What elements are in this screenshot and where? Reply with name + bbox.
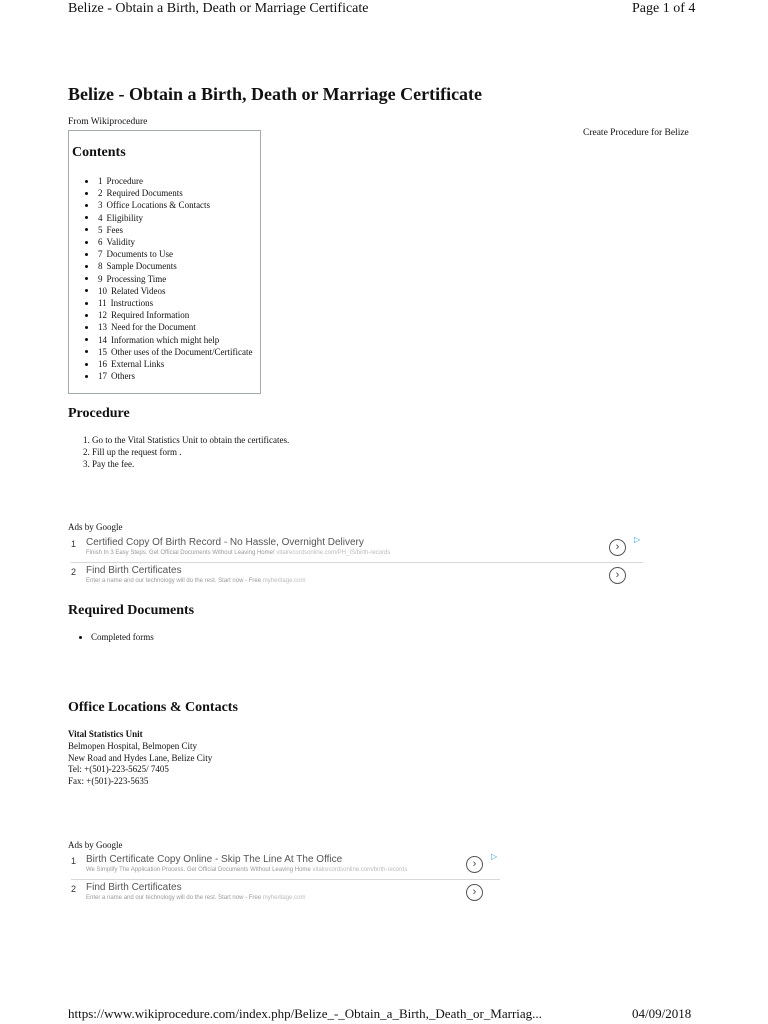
toc-item[interactable]: 17 Others [85,370,252,382]
procedure-step: 1. Go to the Vital Statistics Unit to obtain the certificates. [92,435,289,447]
office-address [68,729,212,788]
ad-divider [71,562,643,563]
toc-item-label[interactable]: Sample Documents [106,261,177,272]
toc-item-label[interactable]: External Links [111,359,165,370]
toc-item-label[interactable]: Processing Time [106,273,167,284]
chevron-right-circle-icon[interactable]: › [609,567,626,584]
office-line: Belmopen Hospital, Belmopen City [68,740,197,751]
toc-item-label[interactable]: Required Documents [106,188,183,199]
ad-description: Finish In 3 Easy Steps. Get Official Documents Without Leaving Home! vitalrecordsonline.com/PH_IS/birth-records [86,550,391,556]
chevron-right-circle-icon[interactable]: › [466,856,483,873]
toc-item[interactable]: 9 Processing Time [85,273,252,285]
procedure-step: 2. Fill up the request form . [92,447,289,459]
toc-item[interactable]: 16 External Links [85,358,252,370]
toc-item[interactable]: 13 Need for the Document [85,321,252,333]
toc-item[interactable]: 6 Validity [85,236,252,248]
ad-description: We Simplify The Application Process. Get Official Documents Without Leaving Home vitalrecordsonline.com/birth-records [86,867,408,873]
toc-item-label[interactable]: Procedure [106,176,143,186]
toc-item[interactable]: 4 Eligibility [85,212,252,224]
ad-item[interactable]: 2 Find Birth Certificates Enter a name and our technology will do the rest. Start now - Free myheritage.com › [71,565,641,587]
toc-item[interactable]: 12 Required Information [85,309,252,321]
toc-item-label[interactable]: Fees [106,224,123,235]
chevron-right-circle-icon[interactable]: › [609,539,626,556]
ads-label: Ads by Google [68,840,123,850]
office-phone: Tel: +(501)-223-5625/ 7405 [68,764,169,775]
toc-item-label[interactable]: Documents to Use [106,249,173,260]
ad-description: Enter a name and our technology will do the rest. Start now - Free myheritage.com [86,895,306,901]
procedure-step: 3. Pay the fee. [92,459,289,471]
toc-item-label[interactable]: Related Videos [111,285,166,296]
print-footer-date: 04/09/2018 [632,1006,692,1021]
toc-title: Contents [72,145,126,160]
toc-item[interactable]: 3 Office Locations & Contacts [85,199,252,211]
section-heading-required-documents: Required Documents [68,603,195,618]
ad-description: Enter a name and our technology will do the rest. Start now - Free myheritage.com [86,578,306,584]
toc-item-label[interactable]: Information which might help [111,334,220,345]
ad-divider [71,879,500,880]
ads-label: Ads by Google [68,522,123,532]
toc-item-label[interactable]: Eligibility [106,212,144,223]
print-footer-url: https://www.wikiprocedure.com/index.php/Belize_-_Obtain_a_Birth,_Death_or_Marriag... [68,1006,542,1021]
toc-item-label[interactable]: Others [111,371,135,382]
adchoices-icon[interactable]: ▷ [634,535,641,544]
ad-title[interactable]: Find Birth Certificates [86,565,182,576]
toc-item-label[interactable]: Required Information [111,310,190,321]
ad-item[interactable]: 2 Find Birth Certificates Enter a name and our technology will do the rest. Start now - Free myheritage.com › [71,882,499,904]
ad-item[interactable]: 1 Birth Certificate Copy Online - Skip The Line At The Office We Simplify The Application Process. Get Official Documents Without Leaving Home vitalrecordsonline.com/birth-records › [71,854,499,876]
table-of-contents [68,130,261,394]
toc-item[interactable]: 15 Other uses of the Document/Certificate [85,346,252,358]
office-fax: Fax: +(501)-223-5635 [68,776,149,787]
toc-item[interactable]: 8 Sample Documents [85,260,252,272]
toc-item[interactable]: 1 Procedure [85,175,252,187]
from-wikiprocedure: From Wikiprocedure [68,117,148,127]
toc-item-label[interactable]: Instructions [110,298,154,309]
procedure-steps [78,435,289,470]
ad-item[interactable]: 1 Certified Copy Of Birth Record - No Hassle, Overnight Delivery Finish In 3 Easy Steps. Get Official Documents Without Leaving Home! vitalrecordsonline.com/PH_IS/birth-records › [71,537,641,559]
ad-title[interactable]: Find Birth Certificates [86,882,182,893]
toc-item-label[interactable]: Office Locations & Contacts [106,200,211,211]
toc-list [85,175,252,382]
ad-title[interactable]: Birth Certificate Copy Online - Skip The Line At The Office [86,854,343,865]
print-header-title: Belize - Obtain a Birth, Death or Marriage Certificate [68,1,369,16]
adchoices-icon[interactable]: ▷ [491,852,498,861]
toc-item[interactable]: 7 Documents to Use [85,248,252,260]
section-heading-procedure: Procedure [68,406,130,421]
toc-item-label[interactable]: Other uses of the Document/Certificate [111,346,253,357]
create-procedure-link[interactable]: Create Procedure for Belize [583,128,689,138]
toc-item[interactable]: 5 Fees [85,224,252,236]
toc-item[interactable]: 11 Instructions [85,297,252,309]
office-line: New Road and Hydes Lane, Belize City [68,752,213,763]
toc-item-label[interactable]: Need for the Document [111,322,196,333]
toc-item[interactable]: 2 Required Documents [85,187,252,199]
print-page-number: Page 1 of 4 [632,1,696,16]
toc-item[interactable]: 10 Related Videos [85,285,252,297]
section-heading-office-locations: Office Locations & Contacts [68,700,238,715]
office-name: Vital Statistics Unit [68,729,143,739]
page-title: Belize - Obtain a Birth, Death or Marriage Certificate [68,84,483,104]
toc-item-label[interactable]: Validity [106,237,135,248]
chevron-right-circle-icon[interactable]: › [466,884,483,901]
toc-item[interactable]: 14 Information which might help [85,334,252,346]
required-document-item: • Completed forms [91,632,154,642]
required-documents-list [68,632,154,642]
ad-title[interactable]: Certified Copy Of Birth Record - No Hassle, Overnight Delivery [86,537,364,548]
